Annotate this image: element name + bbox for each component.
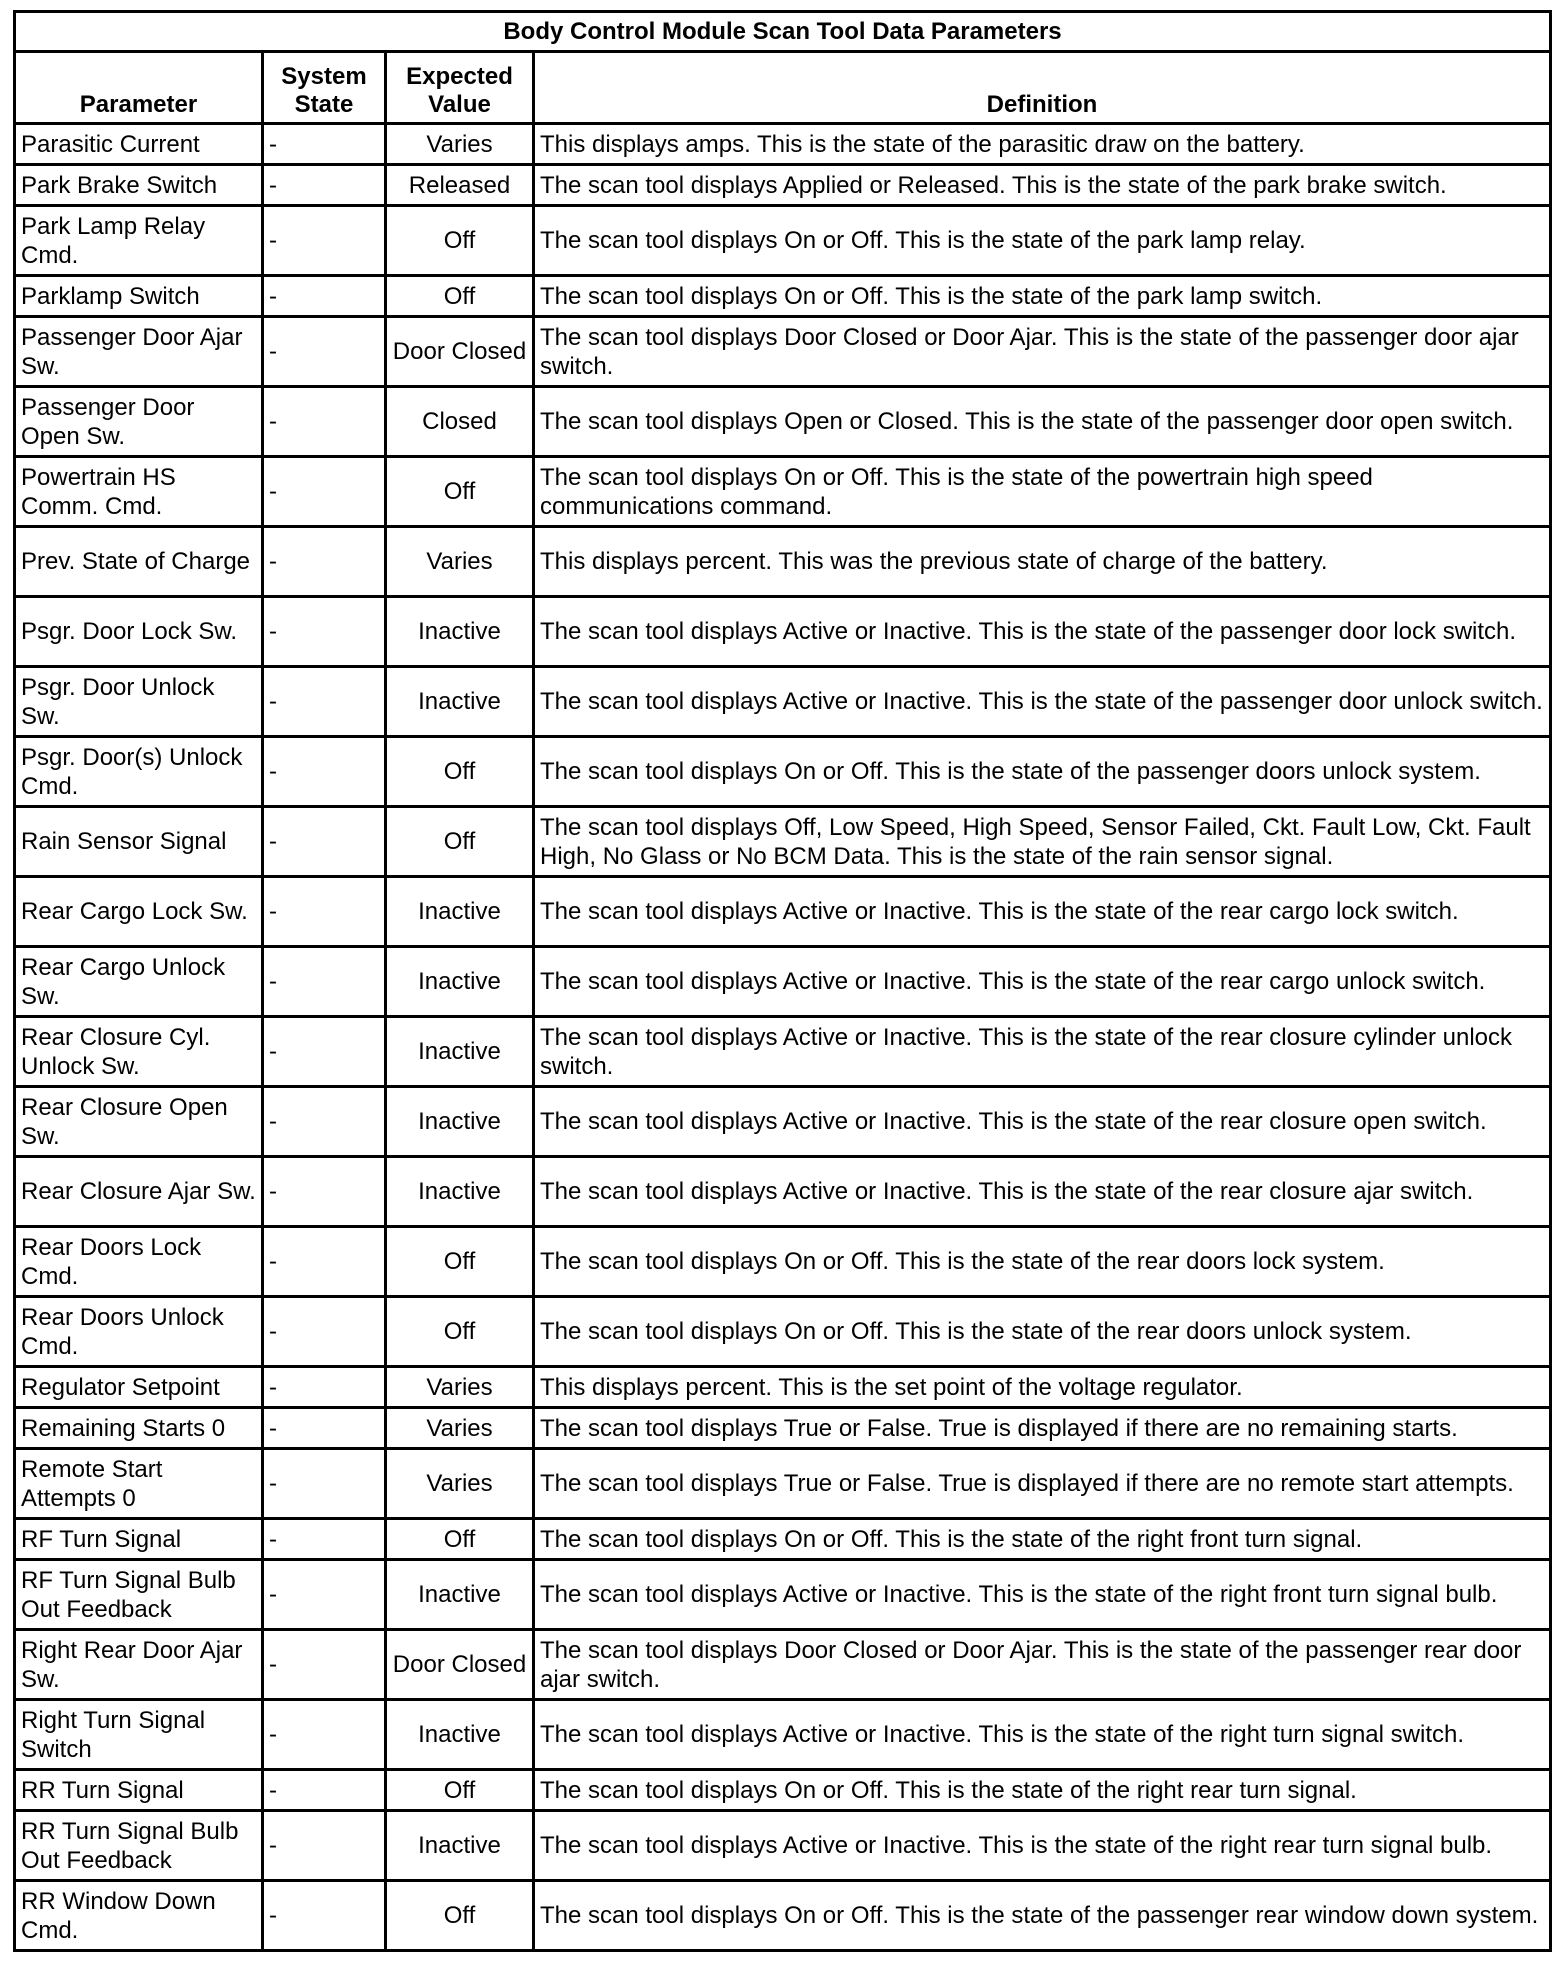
header-row	[15, 52, 1551, 124]
parameter-cell: Regulator Setpoint	[15, 1367, 263, 1408]
definition-cell: The scan tool displays On or Off. This is the state of the passenger rear window down system.	[534, 1881, 1551, 1951]
table-row	[15, 1881, 1551, 1951]
system-state-cell: -	[263, 807, 386, 877]
expected-value-cell: Off	[386, 457, 534, 527]
table-row	[15, 1630, 1551, 1700]
definition-cell: The scan tool displays Active or Inactive. This is the state of the right front turn signal bulb.	[534, 1560, 1551, 1630]
parameter-cell: Psgr. Door(s) Unlock Cmd.	[15, 737, 263, 807]
table-row	[15, 737, 1551, 807]
table-row	[15, 1560, 1551, 1630]
parameter-cell: Rear Doors Lock Cmd.	[15, 1227, 263, 1297]
definition-cell: The scan tool displays Off, Low Speed, High Speed, Sensor Failed, Ckt. Fault Low, Ckt. Fault High, No Glass or No BCM Data. This is the state of the rain sensor signal.	[534, 807, 1551, 877]
definition-cell: This displays percent. This is the set point of the voltage regulator.	[534, 1367, 1551, 1408]
table-row	[15, 1519, 1551, 1560]
header-expected-value: Expected Value	[386, 52, 534, 124]
system-state-cell: -	[263, 1227, 386, 1297]
definition-cell: The scan tool displays Active or Inactive. This is the state of the rear closure open switch.	[534, 1087, 1551, 1157]
system-state-cell: -	[263, 597, 386, 667]
definition-cell: The scan tool displays Door Closed or Door Ajar. This is the state of the passenger rear door ajar switch.	[534, 1630, 1551, 1700]
expected-value-cell: Inactive	[386, 667, 534, 737]
system-state-cell: -	[263, 1560, 386, 1630]
table-row	[15, 1087, 1551, 1157]
expected-value-cell: Off	[386, 1297, 534, 1367]
table-row	[15, 877, 1551, 947]
expected-value-cell: Varies	[386, 1367, 534, 1408]
system-state-cell: -	[263, 1449, 386, 1519]
parameter-cell: Right Rear Door Ajar Sw.	[15, 1630, 263, 1700]
expected-value-cell: Varies	[386, 124, 534, 165]
table-row	[15, 457, 1551, 527]
table-row	[15, 1700, 1551, 1770]
expected-value-cell: Door Closed	[386, 1630, 534, 1700]
parameter-cell: Passenger Door Open Sw.	[15, 387, 263, 457]
definition-cell: The scan tool displays Active or Inactive. This is the state of the rear closure ajar switch.	[534, 1157, 1551, 1227]
expected-value-cell: Off	[386, 1770, 534, 1811]
definition-cell: The scan tool displays On or Off. This is the state of the right front turn signal.	[534, 1519, 1551, 1560]
table-row	[15, 1770, 1551, 1811]
definition-cell: The scan tool displays On or Off. This is the state of the right rear turn signal.	[534, 1770, 1551, 1811]
definition-cell: This displays amps. This is the state of the parasitic draw on the battery.	[534, 124, 1551, 165]
table-row	[15, 1227, 1551, 1297]
parameter-cell: RR Window Down Cmd.	[15, 1881, 263, 1951]
parameter-cell: Park Brake Switch	[15, 165, 263, 206]
expected-value-cell: Door Closed	[386, 317, 534, 387]
table-row	[15, 124, 1551, 165]
expected-value-cell: Inactive	[386, 1157, 534, 1227]
definition-cell: The scan tool displays Active or Inactive. This is the state of the right rear turn signal bulb.	[534, 1811, 1551, 1881]
table-row	[15, 1449, 1551, 1519]
system-state-cell: -	[263, 877, 386, 947]
definition-cell: This displays percent. This was the previous state of charge of the battery.	[534, 527, 1551, 597]
parameter-cell: Rear Closure Cyl. Unlock Sw.	[15, 1017, 263, 1087]
table-row	[15, 597, 1551, 667]
expected-value-cell: Released	[386, 165, 534, 206]
expected-value-cell: Inactive	[386, 877, 534, 947]
expected-value-cell: Varies	[386, 1408, 534, 1449]
table-row	[15, 527, 1551, 597]
definition-cell: The scan tool displays On or Off. This is the state of the powertrain high speed communications command.	[534, 457, 1551, 527]
table-row	[15, 1297, 1551, 1367]
expected-value-cell: Inactive	[386, 1560, 534, 1630]
header-parameter: Parameter	[15, 52, 263, 124]
table-body	[15, 124, 1551, 1951]
parameter-cell: RF Turn Signal Bulb Out Feedback	[15, 1560, 263, 1630]
expected-value-cell: Off	[386, 1881, 534, 1951]
expected-value-cell: Off	[386, 737, 534, 807]
parameter-cell: Rear Doors Unlock Cmd.	[15, 1297, 263, 1367]
parameter-cell: RR Turn Signal Bulb Out Feedback	[15, 1811, 263, 1881]
system-state-cell: -	[263, 1881, 386, 1951]
table-row	[15, 387, 1551, 457]
table-row	[15, 947, 1551, 1017]
expected-value-cell: Inactive	[386, 1811, 534, 1881]
definition-cell: The scan tool displays Open or Closed. This is the state of the passenger door open switch.	[534, 387, 1551, 457]
table-row	[15, 317, 1551, 387]
system-state-cell: -	[263, 387, 386, 457]
system-state-cell: -	[263, 737, 386, 807]
table-row	[15, 1157, 1551, 1227]
expected-value-cell: Off	[386, 1519, 534, 1560]
definition-cell: The scan tool displays On or Off. This is the state of the passenger doors unlock system.	[534, 737, 1551, 807]
system-state-cell: -	[263, 1519, 386, 1560]
system-state-cell: -	[263, 667, 386, 737]
table-row	[15, 1408, 1551, 1449]
system-state-cell: -	[263, 276, 386, 317]
expected-value-cell: Off	[386, 1227, 534, 1297]
table-title: Body Control Module Scan Tool Data Parameters	[13, 10, 1552, 50]
definition-cell: The scan tool displays True or False. True is displayed if there are no remaining starts.	[534, 1408, 1551, 1449]
parameter-cell: Psgr. Door Unlock Sw.	[15, 667, 263, 737]
system-state-cell: -	[263, 1811, 386, 1881]
parameter-cell: Psgr. Door Lock Sw.	[15, 597, 263, 667]
parameter-cell: Powertrain HS Comm. Cmd.	[15, 457, 263, 527]
expected-value-cell: Off	[386, 807, 534, 877]
parameter-cell: Parasitic Current	[15, 124, 263, 165]
parameter-cell: Remote Start Attempts 0	[15, 1449, 263, 1519]
parameter-cell: Rear Cargo Lock Sw.	[15, 877, 263, 947]
parameter-cell: Park Lamp Relay Cmd.	[15, 206, 263, 276]
system-state-cell: -	[263, 124, 386, 165]
system-state-cell: -	[263, 206, 386, 276]
table-row	[15, 1811, 1551, 1881]
parameter-cell: Rain Sensor Signal	[15, 807, 263, 877]
header-definition: Definition	[534, 52, 1551, 124]
parameter-cell: Right Turn Signal Switch	[15, 1700, 263, 1770]
expected-value-cell: Varies	[386, 1449, 534, 1519]
parameter-cell: Prev. State of Charge	[15, 527, 263, 597]
definition-cell: The scan tool displays On or Off. This is the state of the park lamp switch.	[534, 276, 1551, 317]
definition-cell: The scan tool displays On or Off. This is the state of the rear doors unlock system.	[534, 1297, 1551, 1367]
system-state-cell: -	[263, 317, 386, 387]
system-state-cell: -	[263, 1770, 386, 1811]
parameter-cell: Passenger Door Ajar Sw.	[15, 317, 263, 387]
system-state-cell: -	[263, 1367, 386, 1408]
expected-value-cell: Off	[386, 276, 534, 317]
expected-value-cell: Inactive	[386, 1017, 534, 1087]
definition-cell: The scan tool displays On or Off. This is the state of the rear doors lock system.	[534, 1227, 1551, 1297]
parameter-cell: Rear Cargo Unlock Sw.	[15, 947, 263, 1017]
definition-cell: The scan tool displays Active or Inactive. This is the state of the passenger door unlock switch.	[534, 667, 1551, 737]
definition-cell: The scan tool displays Door Closed or Door Ajar. This is the state of the passenger door ajar switch.	[534, 317, 1551, 387]
table-row	[15, 667, 1551, 737]
expected-value-cell: Varies	[386, 527, 534, 597]
system-state-cell: -	[263, 1700, 386, 1770]
parameter-cell: Parklamp Switch	[15, 276, 263, 317]
parameter-cell: Rear Closure Open Sw.	[15, 1087, 263, 1157]
parameter-cell: Rear Closure Ajar Sw.	[15, 1157, 263, 1227]
parameter-cell: RF Turn Signal	[15, 1519, 263, 1560]
parameter-cell: Remaining Starts 0	[15, 1408, 263, 1449]
system-state-cell: -	[263, 1408, 386, 1449]
scan-tool-data-table	[13, 10, 1552, 1952]
system-state-cell: -	[263, 1017, 386, 1087]
definition-cell: The scan tool displays Active or Inactive. This is the state of the rear cargo unlock switch.	[534, 947, 1551, 1017]
table-row	[15, 206, 1551, 276]
table-row	[15, 276, 1551, 317]
system-state-cell: -	[263, 1087, 386, 1157]
definition-cell: The scan tool displays Active or Inactive. This is the state of the rear cargo lock switch.	[534, 877, 1551, 947]
expected-value-cell: Inactive	[386, 1087, 534, 1157]
system-state-cell: -	[263, 1630, 386, 1700]
system-state-cell: -	[263, 457, 386, 527]
system-state-cell: -	[263, 527, 386, 597]
expected-value-cell: Closed	[386, 387, 534, 457]
definition-cell: The scan tool displays True or False. True is displayed if there are no remote start attempts.	[534, 1449, 1551, 1519]
expected-value-cell: Off	[386, 206, 534, 276]
system-state-cell: -	[263, 1157, 386, 1227]
table-row	[15, 807, 1551, 877]
system-state-cell: -	[263, 1297, 386, 1367]
system-state-cell: -	[263, 947, 386, 1017]
table-row	[15, 1017, 1551, 1087]
expected-value-cell: Inactive	[386, 1700, 534, 1770]
header-system-state: System State	[263, 52, 386, 124]
definition-cell: The scan tool displays Applied or Released. This is the state of the park brake switch.	[534, 165, 1551, 206]
definition-cell: The scan tool displays On or Off. This is the state of the park lamp relay.	[534, 206, 1551, 276]
definition-cell: The scan tool displays Active or Inactive. This is the state of the rear closure cylinder unlock switch.	[534, 1017, 1551, 1087]
expected-value-cell: Inactive	[386, 597, 534, 667]
definition-cell: The scan tool displays Active or Inactive. This is the state of the right turn signal switch.	[534, 1700, 1551, 1770]
table-row	[15, 1367, 1551, 1408]
definition-cell: The scan tool displays Active or Inactive. This is the state of the passenger door lock switch.	[534, 597, 1551, 667]
system-state-cell: -	[263, 165, 386, 206]
expected-value-cell: Inactive	[386, 947, 534, 1017]
table-row	[15, 165, 1551, 206]
parameter-cell: RR Turn Signal	[15, 1770, 263, 1811]
